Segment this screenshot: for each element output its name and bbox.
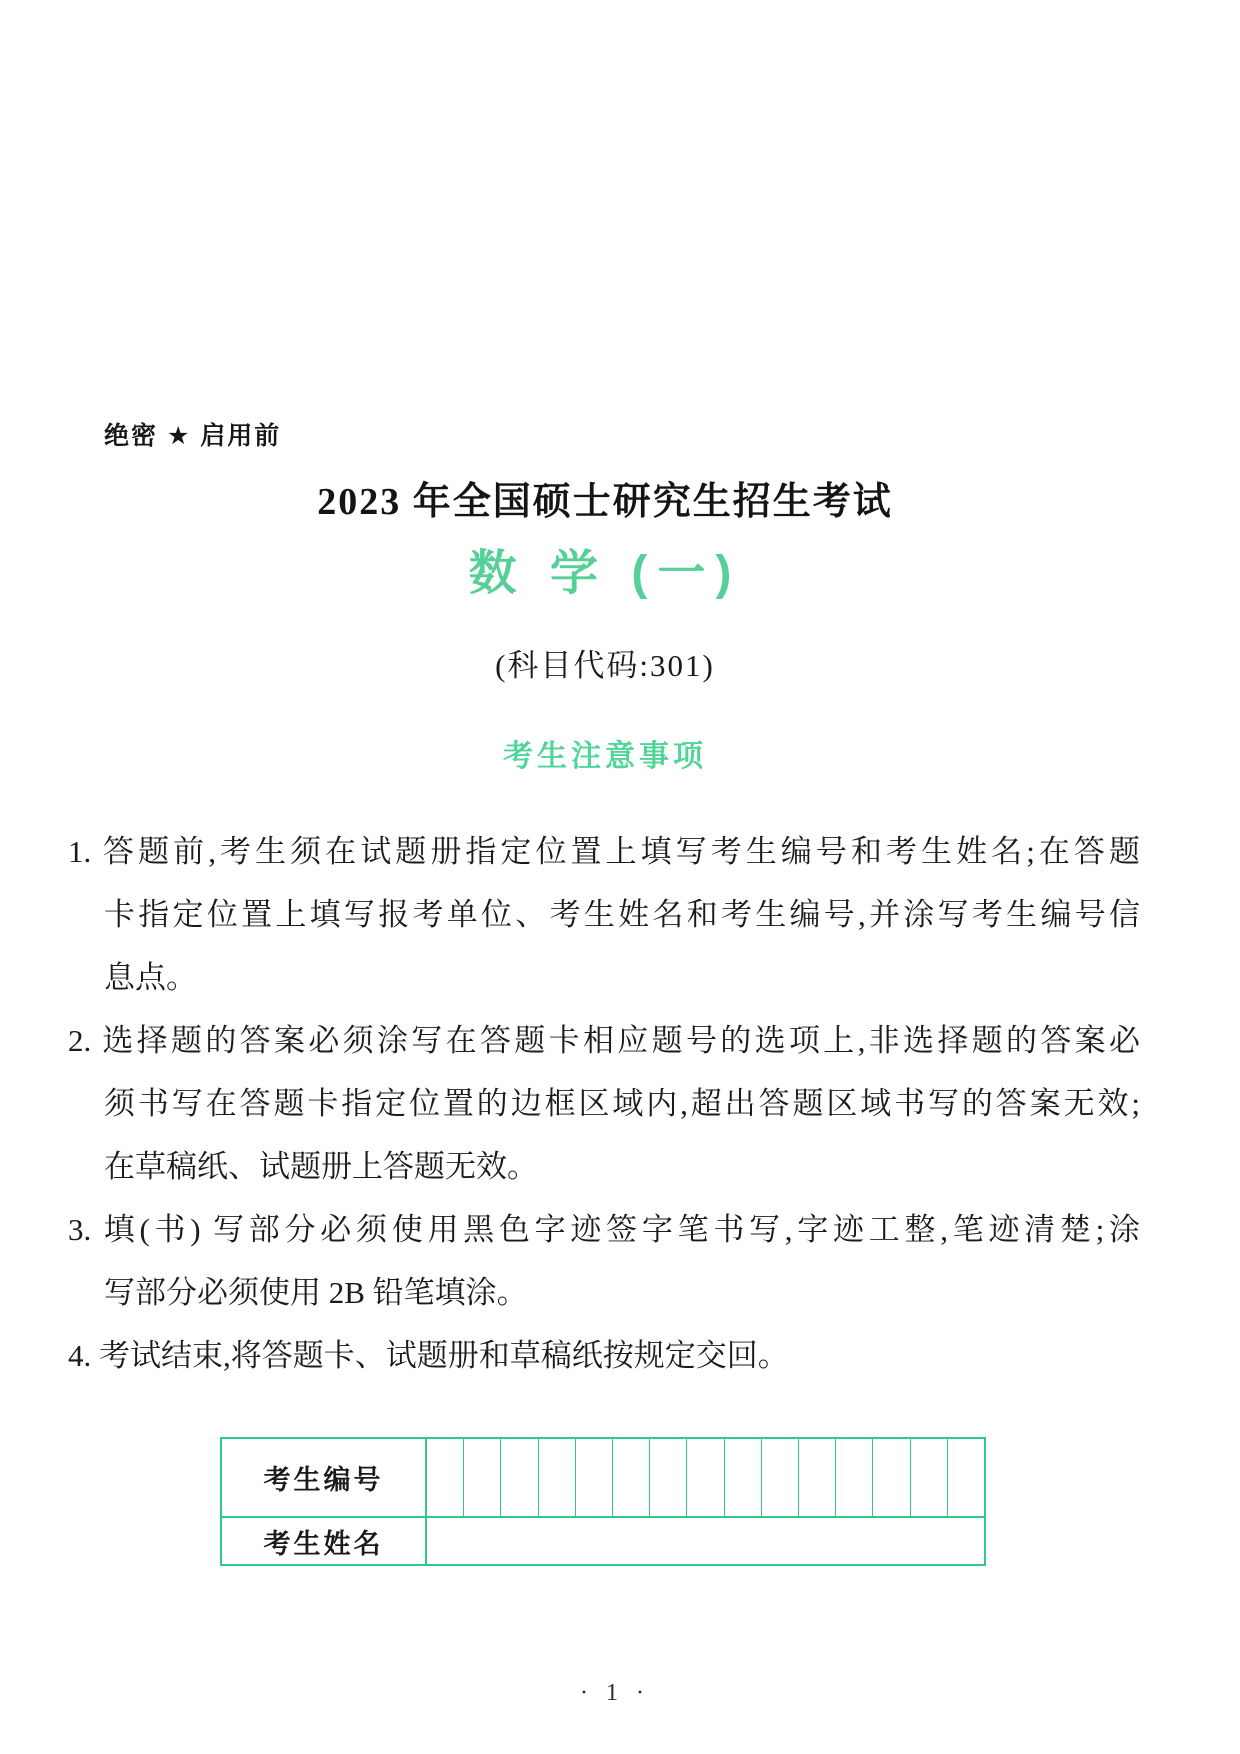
- notice-item-3-line-2: 写部分必须使用 2B 铅笔填涂。: [104, 1275, 528, 1310]
- page-number: · 1 ·: [580, 1680, 650, 1706]
- exam-title: 2023 年全国硕士研究生招生考试: [317, 481, 893, 523]
- candidate-info-table: [220, 1437, 986, 1566]
- candidate-number-cell[interactable]: [427, 1439, 464, 1516]
- notice-item-4-line-1: 4. 考试结束,将答题卡、试题册和草稿纸按规定交回。: [68, 1338, 789, 1373]
- subject-code: (科目代码:301): [495, 648, 715, 683]
- candidate-number-row: [222, 1439, 984, 1518]
- candidate-number-cells: [427, 1439, 984, 1516]
- candidate-number-cell[interactable]: [836, 1439, 873, 1516]
- candidate-number-cell[interactable]: [539, 1439, 576, 1516]
- candidate-number-cell[interactable]: [576, 1439, 613, 1516]
- notice-item-1-line-3: 息点。: [104, 960, 197, 995]
- candidate-number-cell[interactable]: [650, 1439, 687, 1516]
- security-classification-label: 绝密 ★ 启用前: [104, 422, 282, 450]
- notice-item-1-line-2: 卡指定位置上填写报考单位、考生姓名和考生编号,并涂写考生编号信: [104, 897, 1140, 932]
- candidate-number-cell[interactable]: [762, 1439, 799, 1516]
- candidate-name-label: 考生姓名: [222, 1518, 427, 1564]
- candidate-number-cell[interactable]: [613, 1439, 650, 1516]
- candidate-number-cell[interactable]: [799, 1439, 836, 1516]
- candidate-number-label: 考生编号: [222, 1439, 427, 1516]
- notice-item-2-line-1: 2. 选择题的答案必须涂写在答题卡相应题号的选项上,非选择题的答案必: [68, 1023, 1140, 1058]
- candidate-number-cell[interactable]: [948, 1439, 984, 1516]
- candidate-number-cell[interactable]: [501, 1439, 538, 1516]
- candidate-number-cell[interactable]: [464, 1439, 501, 1516]
- candidate-name-row: [222, 1518, 984, 1564]
- notice-item-1-line-1: 1. 答题前,考生须在试题册指定位置上填写考生编号和考生姓名;在答题: [68, 834, 1140, 869]
- candidate-number-cell[interactable]: [687, 1439, 724, 1516]
- candidate-number-cell[interactable]: [911, 1439, 948, 1516]
- notice-item-2-line-2: 须书写在答题卡指定位置的边框区域内,超出答题区域书写的答案无效;: [104, 1086, 1140, 1121]
- notice-heading: 考生注意事项: [503, 740, 707, 773]
- candidate-number-cell[interactable]: [873, 1439, 910, 1516]
- notice-item-3-line-1: 3. 填(书) 写部分必须使用黑色字迹签字笔书写,字迹工整,笔迹清楚;涂: [68, 1212, 1140, 1247]
- notice-item-2-line-3: 在草稿纸、试题册上答题无效。: [104, 1149, 538, 1184]
- candidate-name-field[interactable]: [427, 1518, 984, 1564]
- candidate-notices-list: [68, 820, 1140, 1387]
- candidate-number-cell[interactable]: [725, 1439, 762, 1516]
- subject-title: 数 学 (一): [468, 547, 742, 600]
